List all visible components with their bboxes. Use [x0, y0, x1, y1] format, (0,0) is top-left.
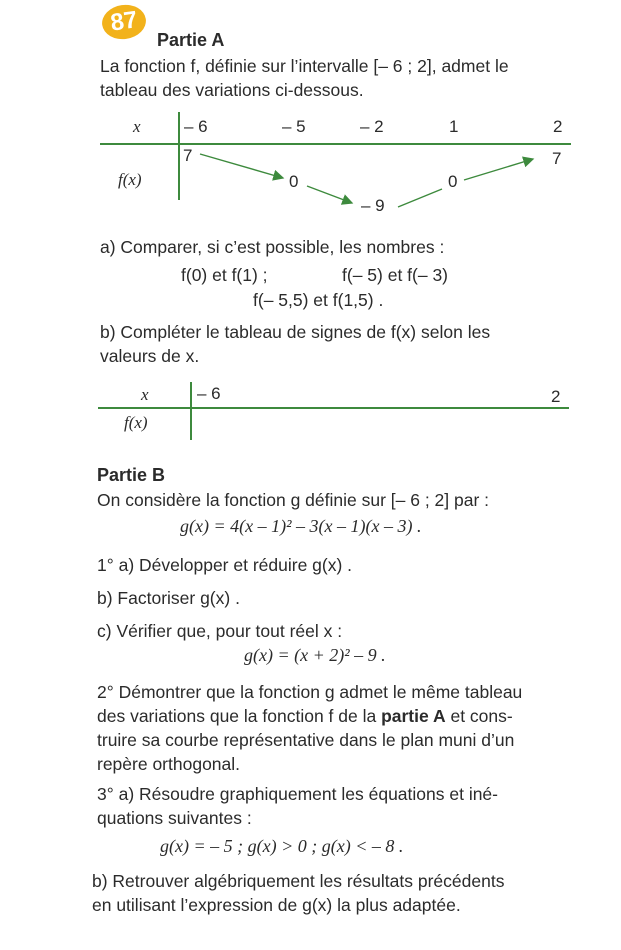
variation-table-vrule: [178, 112, 180, 200]
partB-formula: g(x) = 4(x – 1)² – 3(x – 1)(x – 3) .: [180, 516, 422, 536]
partB-q1c-formula: g(x) = (x + 2)² – 9 .: [244, 645, 386, 665]
partA-question-b-line1: b) Compléter le tableau de signes de f(x) selon les: [100, 322, 491, 342]
st-x-left: – 6: [197, 384, 221, 403]
partA-intro-line2: tableau des variations ci-dessous.: [100, 80, 364, 100]
partB-q2-line4: repère orthogonal.: [97, 754, 241, 774]
partB-q2-line1: 2° Démontrer que la fonction g admet le même tableau: [97, 682, 523, 702]
partB-q3b-line2: en utilisant l’expression de g(x) la plus adaptée.: [92, 895, 461, 915]
vt-f-value: 0: [289, 172, 299, 191]
partA-question-a-line1b: f(– 5) et f(– 3): [342, 265, 449, 285]
st-x-right: 2: [551, 387, 561, 406]
vt-f-header: f(x): [118, 170, 142, 189]
vt-x-value: – 6: [184, 117, 208, 136]
sign-table-vrule: [190, 382, 192, 440]
partB-q2-line3: truire sa courbe représentative dans le plan muni d’un: [97, 730, 515, 750]
vt-x-value: 1: [449, 117, 459, 136]
partB-title: Partie B: [97, 465, 166, 485]
vt-f-value: 7: [552, 149, 562, 168]
partB-q2-line2-bold: partie A: [381, 706, 446, 726]
arrow-decreasing-1: [200, 154, 283, 178]
partA-intro-line1: La fonction f, définie sur l’intervalle [– 6 ; 2], admet le: [100, 56, 509, 76]
vt-x-value: 2: [553, 117, 563, 136]
partA-question-a-title: a) Comparer, si c’est possible, les nombres :: [100, 237, 445, 257]
partB-q3-line1: 3° a) Résoudre graphiquement les équations et iné-: [97, 784, 498, 804]
partA-question-b-line2: valeurs de x.: [100, 346, 200, 366]
partB-q3b-line1: b) Retrouver algébriquement les résultats précédents: [92, 871, 505, 891]
exercise-number-badge: [100, 2, 148, 42]
arrow-increasing-1: [398, 189, 442, 207]
partB-q1b: b) Factoriser g(x) .: [97, 588, 240, 608]
partB-intro: On considère la fonction g définie sur [– 6 ; 2] par :: [97, 490, 490, 510]
partA-title: Partie A: [157, 30, 225, 50]
vt-f-value: – 9: [361, 196, 385, 215]
partB-q3-line2: quations suivantes :: [97, 808, 252, 828]
st-f-header: f(x): [124, 413, 148, 432]
partB-q2-line2b: et cons-: [445, 706, 513, 726]
partA-question-a-line2: f(– 5,5) et f(1,5) .: [253, 290, 384, 310]
exercise-number: 87: [108, 6, 140, 37]
partA-question-a-line1a: f(0) et f(1) ;: [181, 265, 268, 285]
partB-q2-line2: [97, 706, 513, 727]
partB-q1c: c) Vérifier que, pour tout réel x :: [97, 621, 343, 641]
st-x-header: x: [141, 385, 149, 404]
vt-f-value: 0: [448, 172, 458, 191]
partB-q2-line2a: des variations que la fonction f de la: [97, 706, 382, 726]
partB-q1a: 1° a) Développer et réduire g(x) .: [97, 555, 353, 575]
vt-x-value: – 2: [360, 117, 384, 136]
vt-x-header: x: [133, 117, 141, 136]
arrow-increasing-2: [464, 159, 533, 180]
sign-table-hrule: [98, 407, 569, 409]
arrow-decreasing-2: [307, 186, 352, 203]
partB-q3-equations: g(x) = – 5 ; g(x) > 0 ; g(x) < – 8 .: [160, 836, 404, 856]
variation-table-hrule: [100, 143, 571, 145]
vt-f-value: 7: [183, 146, 193, 165]
vt-x-value: – 5: [282, 117, 306, 136]
